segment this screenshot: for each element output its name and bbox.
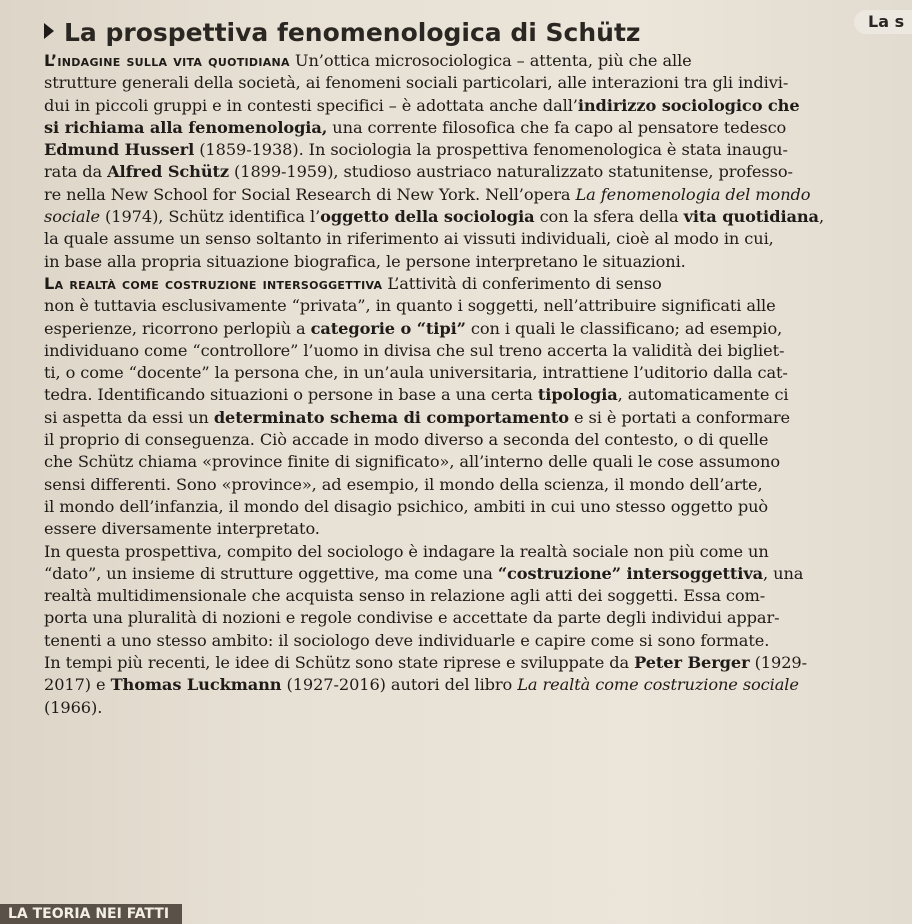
text-line [44,674,906,696]
text-line: realtà multidimensionale che acquista senso in relazione agli atti dei soggetti. Essa com- [44,586,766,606]
text-line: (1966). [44,697,103,717]
bold-term: Edmund Husserl [44,140,195,160]
text-span: una corrente filosofica che fa capo al pensatore tedesco [327,117,787,137]
paragraph-heading: L’indagine sulla vita quotidiana [44,51,290,70]
bold-term: tipologia [537,385,618,405]
text-line [44,318,906,340]
text-span: e si è portati a conformare [568,407,791,427]
text-span: con la sfera della [534,207,684,227]
text-line: il proprio di conseguenza. Ciò accade in modo diverso a seconda del contesto, o di quelle [44,430,769,450]
text-span: Un’ottica microsociologica – attenta, più che alle [289,51,692,70]
text-line [44,95,906,117]
triangle-bullet-icon [44,23,54,39]
text-line [44,273,906,295]
text-span: (1929- [749,653,807,673]
text-line: in base alla propria situazione biografica, le persone interpretano le situazioni. [44,251,686,271]
text-line: In questa prospettiva, compito del sociologo è indagare la realtà sociale non più come un [44,541,769,561]
text-span: In tempi più recenti, le idee di Schütz sono state riprese e sviluppate da [44,653,635,673]
text-span: (1899-1959), studioso austriaco naturalizzato statunitense, professo- [228,162,793,182]
book-title: La fenomenologia del mondo [575,184,811,204]
text-line [44,206,906,228]
text-line [44,652,906,674]
text-line: non è tuttavia esclusivamente “privata”, in quanto i soggetti, nell’attribuire significati alle [44,296,776,316]
text-span: “dato”, un insieme di strutture oggettive, ma come una [44,563,498,583]
text-span: con i quali le classificano; ad esempio, [465,318,783,338]
section-footer-label: LA TEORIA NEI FATTI [0,904,182,924]
text-line: il mondo dell’infanzia, il mondo del disagio psichico, ambiti in cui uno stesso oggetto può [44,496,769,516]
bold-term: indirizzo sociologico che [577,95,800,115]
text-span: , automaticamente ci [617,385,789,405]
text-line: essere diversamente interpretato. [44,519,320,539]
text-span: esperienze, ricorrono perlopiù a [44,318,311,338]
text-span: , [818,207,824,227]
book-title: sociale [44,207,101,227]
text-line [44,384,906,406]
bold-term: si richiama alla fenomenologia, [44,117,328,137]
text-span: (1927-2016) autori del libro [281,675,518,695]
bold-term: categorie o “tipi” [310,318,466,338]
bold-term: Alfred Schütz [107,162,229,182]
section-title-text: La prospettiva fenomenologica di Schütz [64,18,641,47]
bold-term: Thomas Luckmann [110,675,282,695]
section-title [44,18,684,47]
body-text [44,50,906,719]
text-line: che Schütz chiama «province finite di significato», all’interno delle quali le cose assumono [44,452,780,472]
text-line [44,161,906,183]
bold-term: “costruzione” intersoggettiva [497,563,764,583]
text-line: individuano come “controllore” l’uomo in divisa che sul treno accerta la validità dei bigliet- [44,340,785,360]
text-span: rata da [44,162,108,182]
text-line [44,117,906,139]
text-span: dui in piccoli gruppi e in contesti specifici – è adottata anche dall’ [44,95,578,115]
text-line [44,563,906,585]
text-line [44,184,906,206]
text-line: strutture generali della società, ai fenomeni sociali particolari, alle interazioni tra gli indivi- [44,73,789,93]
text-line [44,50,906,72]
bold-term: oggetto della sociologia [320,207,535,227]
text-span: (1974), Schütz identifica l’ [100,207,321,227]
text-line [44,139,906,161]
bold-term: determinato schema di comportamento [213,407,569,427]
text-line: tenenti a uno stesso ambito: il sociologo deve individuarle e capire come si sono formate. [44,630,770,650]
text-span: re nella New School for Social Research di New York. Nell’opera [44,184,576,204]
text-line: sensi differenti. Sono «province», ad esempio, il mondo della scienza, il mondo dell’arte, [44,474,763,494]
book-title: La realtà come costruzione sociale [517,675,799,695]
bold-term: vita quotidiana [683,207,819,227]
text-span: L’attività di conferimento di senso [382,273,662,293]
text-line: la quale assume un senso soltanto in riferimento ai vissuti individuali, cioè al modo in cui, [44,229,774,249]
text-span: , una [763,563,804,583]
text-span: (1859-1938). In sociologia la prospettiva fenomenologica è stata inaugu- [194,140,788,160]
text-line: ti, o come “docente” la persona che, in un’aula universitaria, intrattiene l’uditorio dalla cat- [44,363,788,383]
next-section-tab: La s [854,10,912,34]
bold-term: Peter Berger [634,653,750,673]
text-line [44,407,906,429]
text-line: porta una pluralità di nozioni e regole condivise e accettate da parte degli individui appar- [44,608,780,628]
text-span: tedra. Identificando situazioni o persone in base a una certa [44,385,538,405]
paragraph-heading: La realtà come costruzione intersoggettiva [44,273,383,293]
text-span: si aspetta da essi un [44,407,214,427]
text-span: 2017) e [44,675,111,695]
